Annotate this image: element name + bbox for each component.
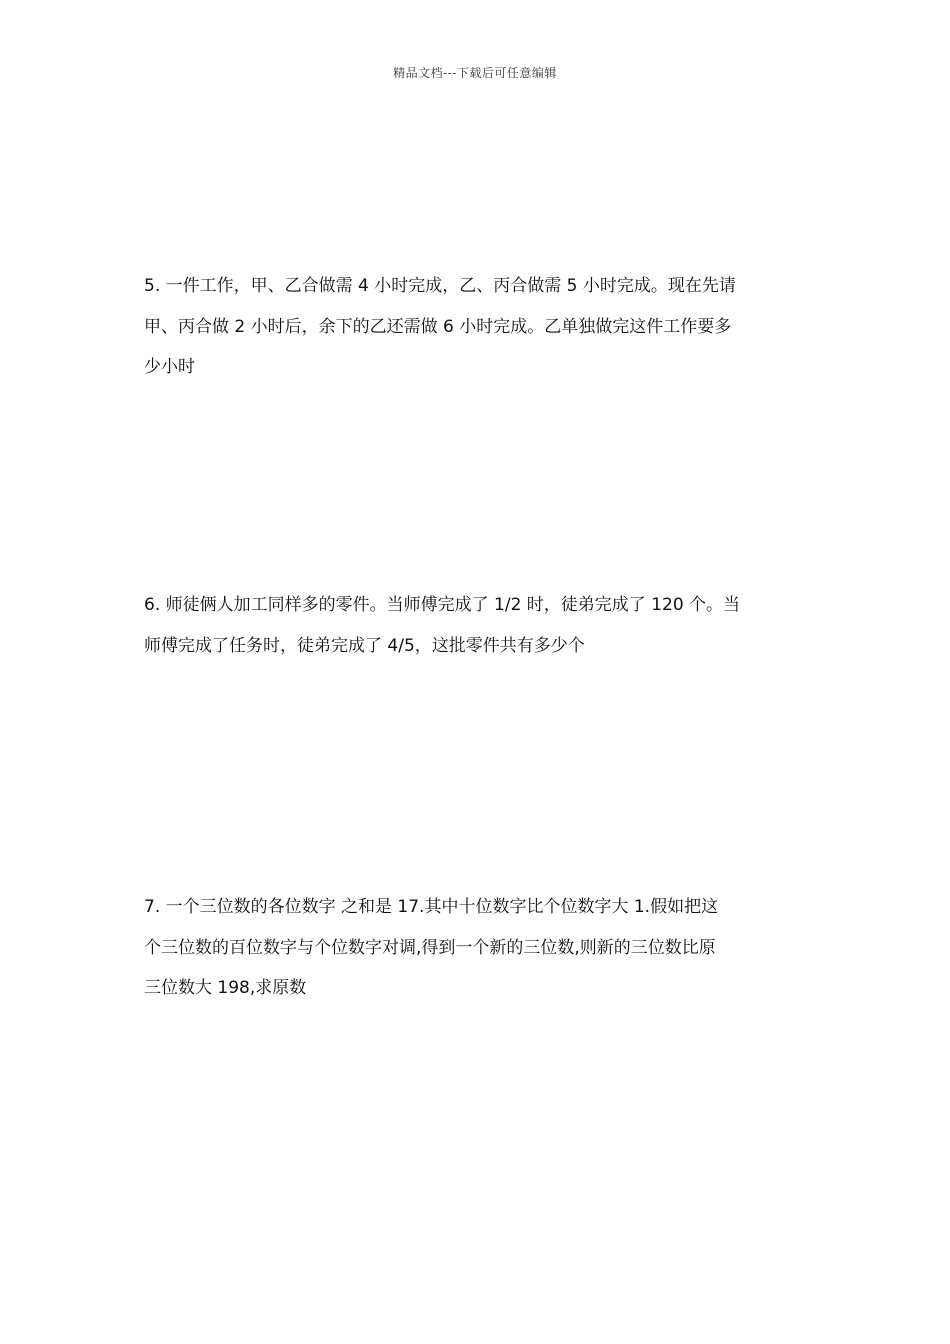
problem-7 [144, 887, 809, 1009]
page-header: 精品文档---下载后可任意编辑 [393, 66, 557, 80]
problem-5-line-3: 少小时 [144, 357, 195, 377]
problem-5 [144, 266, 809, 388]
problem-7-line-1: 7. 一个三位数的各位数字 之和是 17.其中十位数字比个位数字大 1.假如把这 [144, 897, 719, 917]
problem-5-line-1: 5. 一件工作，甲、乙合做需 4 小时完成，乙、丙合做需 5 小时完成。现在先请 [144, 276, 736, 296]
problem-7-line-3: 三位数大 198,求原数 [144, 978, 307, 998]
problem-6 [144, 585, 809, 666]
problem-6-line-1: 6. 师徒俩人加工同样多的零件。当师傅完成了 1/2 时，徒弟完成了 120 个。当 [144, 595, 741, 615]
problem-5-line-2: 甲、丙合做 2 小时后，余下的乙还需做 6 小时完成。乙单独做完这件工作要多 [144, 316, 732, 337]
problem-7-line-2: 个三位数的百位数字与个位数字对调,得到一个新的三位数,则新的三位数比原 [144, 937, 716, 958]
problem-6-line-2: 师傅完成了任务时，徒弟完成了 4/5，这批零件共有多少个 [144, 635, 585, 656]
